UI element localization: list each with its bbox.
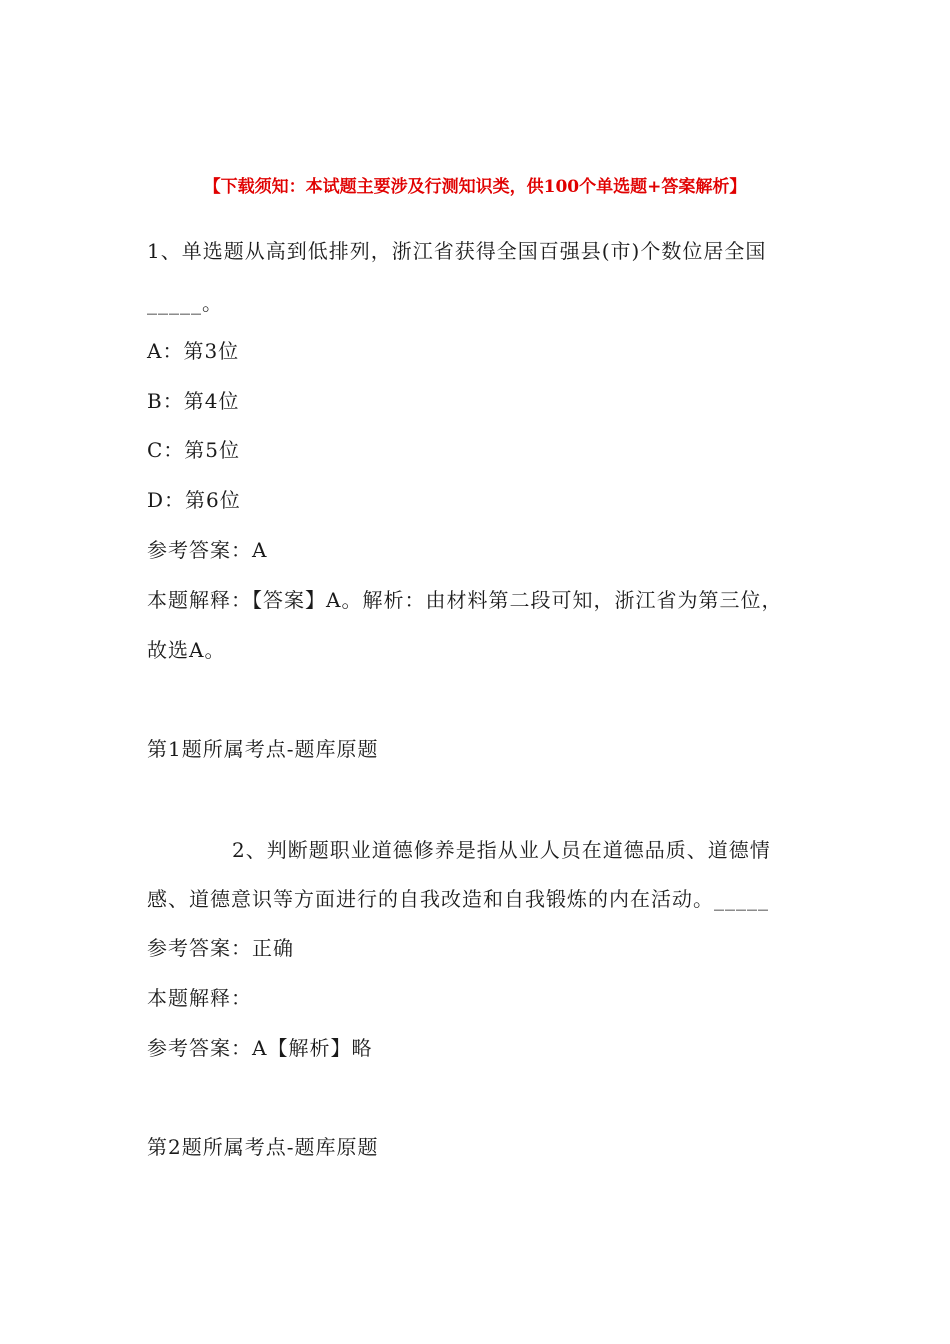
q1-option-c: C：第5位 bbox=[147, 438, 241, 462]
q1-analysis-line1: 本题解释：【答案】A。解析：由材料第二段可知，浙江省为第三位， bbox=[147, 588, 783, 612]
q2-analysis: 本题解释： bbox=[147, 986, 252, 1010]
q1-stem-line2: _____。 bbox=[147, 291, 223, 315]
q2-knowledge-point: 第2题所属考点-题库原题 bbox=[147, 1135, 379, 1159]
q2-stem-line1: 2、判断题职业道德修养是指从业人员在道德品质、道德情 bbox=[232, 838, 771, 862]
q1-answer: 参考答案：A bbox=[147, 538, 268, 562]
q1-option-b: B：第4位 bbox=[147, 389, 240, 413]
q1-analysis-line2: 故选A。 bbox=[147, 638, 226, 662]
q2-stem-line2: 感、道德意识等方面进行的自我改造和自我锻炼的内在活动。_____ bbox=[147, 887, 769, 911]
q1-option-a: A：第3位 bbox=[147, 339, 240, 363]
q1-knowledge-point: 第1题所属考点-题库原题 bbox=[147, 737, 379, 761]
q2-answer-analysis: 参考答案：A【解析】略 bbox=[147, 1036, 373, 1060]
q2-answer: 参考答案：正确 bbox=[147, 936, 294, 960]
download-notice: 【下载须知：本试题主要涉及行测知识类，供100个单选题+答案解析】 bbox=[203, 177, 747, 197]
q1-stem-line1: 1、单选题从高到低排列，浙江省获得全国百强县(市)个数位居全国 bbox=[147, 239, 767, 263]
q1-option-d: D：第6位 bbox=[147, 488, 241, 512]
